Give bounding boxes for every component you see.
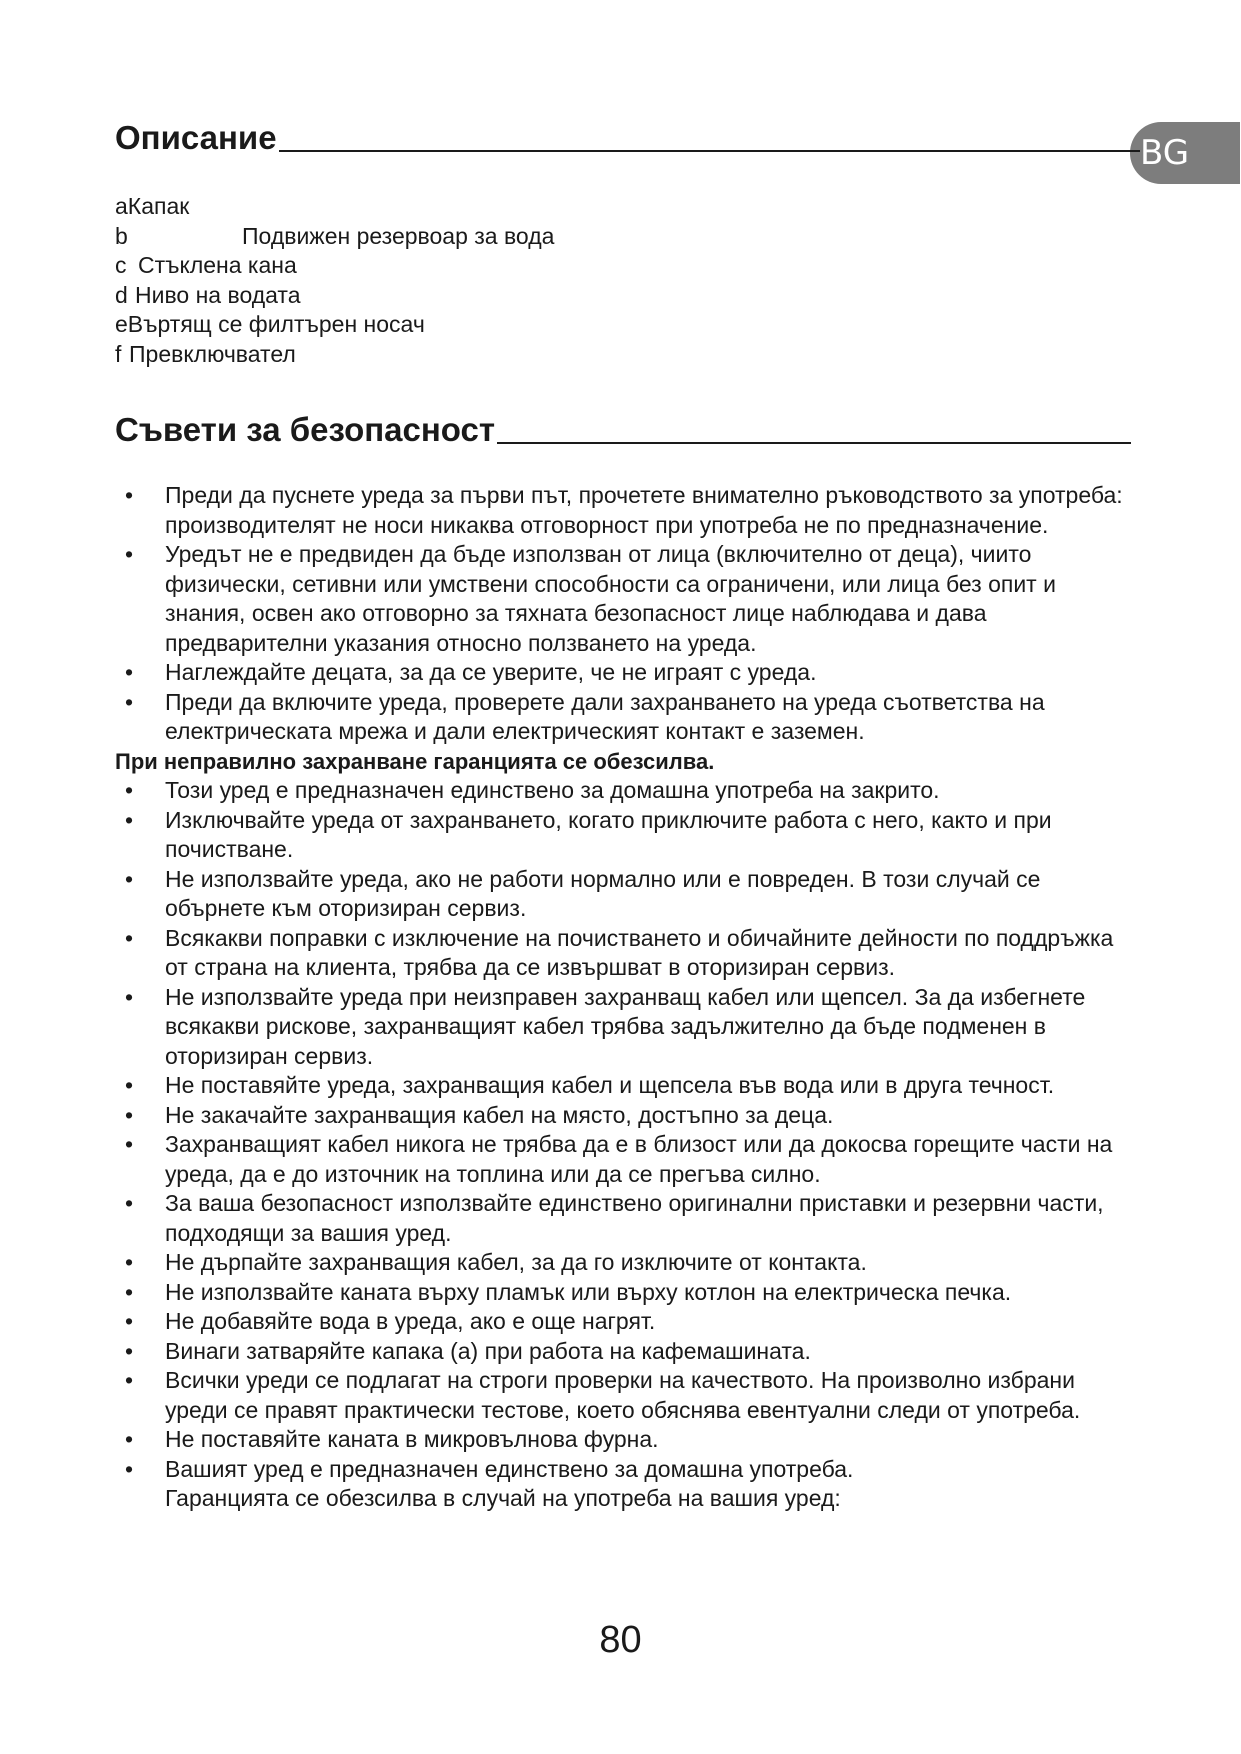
- part-c: c Стъклена кана: [115, 252, 297, 278]
- warranty-continuation: Гаранцията се обезсилва в случай на употреба на вашия уред:: [165, 1485, 841, 1511]
- list-item: • Вашият уред е предназначен единствено за домашна употреба.: [125, 1455, 854, 1482]
- list-item: • Наглеждайте децата, за да се уверите, че не играят с уреда.: [125, 659, 817, 685]
- list-item: • Преди да пуснете уреда за първи път, прочетете внимателно ръководството за употреба: производителят не носи никаква отговорност при употреба не по предназначение.: [125, 482, 1123, 538]
- list-item: • Изключвайте уреда от захранването, когато приключите работа с него, както и при почистване.: [125, 806, 1052, 862]
- safety-list: [115, 481, 1125, 1514]
- language-badge: BG: [1130, 122, 1240, 184]
- warranty-warning: При неправилно захранване гаранцията се обезсилва.: [115, 748, 715, 774]
- list-item: • Не използвайте каната върху пламък или върху котлон на електрическа печка.: [125, 1278, 1012, 1305]
- part-b: b Подвижен резервоар за вода: [115, 222, 555, 249]
- list-item: • Не използвайте уреда при неизправен захранващ кабел или щепсел. За да избегнете всякакви рискове, захранващият кабел трябва задължително да бъде подменен в оторизиран сервиз.: [125, 983, 1086, 1069]
- description-title: Описание: [115, 119, 277, 156]
- part-d: d Ниво на водата: [115, 281, 301, 308]
- list-item: • Захранващият кабел никога не трябва да е в близост или да докосва горещите части на уреда, да е до източник на топлина или да се прегъва силно.: [125, 1131, 1113, 1187]
- list-item: • Всякакви поправки с изключение на почистването и обичайните дейности по поддръжка от страна на клиента, трябва да се извършват в оторизиран сервиз.: [125, 924, 1114, 980]
- list-item: • Не поставяйте уреда, захранващия кабел и щепсела във вода или в друга течност.: [125, 1072, 1055, 1098]
- list-item: • Не дърпайте захранващия кабел, за да го изключите от контакта.: [125, 1249, 867, 1275]
- list-item: • Не закачайте захранващия кабел на място, достъпно за деца.: [125, 1101, 834, 1128]
- list-item: • Уредът не е предвиден да бъде използван от лица (включително от деца), чиито физически, сетивни или умствени способности са ограничени, или лица без опит и знания, освен ако отговорно за тяхната безопасност лице наблюдава и дава предварителни указания относно ползването на уреда.: [125, 541, 1056, 656]
- list-item: • Винаги затваряйте капака (a) при работа на кафемашината.: [125, 1337, 811, 1364]
- page-number: 80: [599, 1619, 642, 1661]
- list-item: • Не добавяйте вода в уреда, ако е още нагрят.: [125, 1308, 656, 1334]
- heading-rule: [497, 442, 1131, 444]
- list-item: • За ваша безопасност използвайте единствено оригинални приставки и резервни части, подходящи за вашия уред.: [125, 1190, 1104, 1246]
- part-a: aКапак: [115, 193, 190, 219]
- list-item: • Не използвайте уреда, ако не работи нормално или е повреден. В този случай се обърнете към оторизиран сервиз.: [125, 865, 1041, 921]
- safety-heading: [115, 410, 1131, 450]
- parts-list: [115, 192, 554, 369]
- part-e: eВъртящ се филтърен носач: [115, 311, 425, 337]
- list-item: • Преди да включите уреда, проверете дали захранването на уреда съответства на електрическата мрежа и дали електрическият контакт е заземен.: [125, 688, 1045, 744]
- description-heading: [115, 118, 1140, 158]
- part-f: f Превключвател: [115, 340, 296, 367]
- heading-rule: [279, 150, 1140, 152]
- list-item: • Всички уреди се подлагат на строги проверки на качеството. На произволно избрани уреди се правят практически тестове, което обяснява евентуални следи от употреба.: [125, 1367, 1081, 1423]
- list-item: • Не поставяйте каната в микровълнова фурна.: [125, 1426, 659, 1452]
- list-item: • Този уред е предназначен единствено за домашна употреба на закрито.: [125, 777, 940, 803]
- safety-title: Съвети за безопасност: [115, 411, 496, 448]
